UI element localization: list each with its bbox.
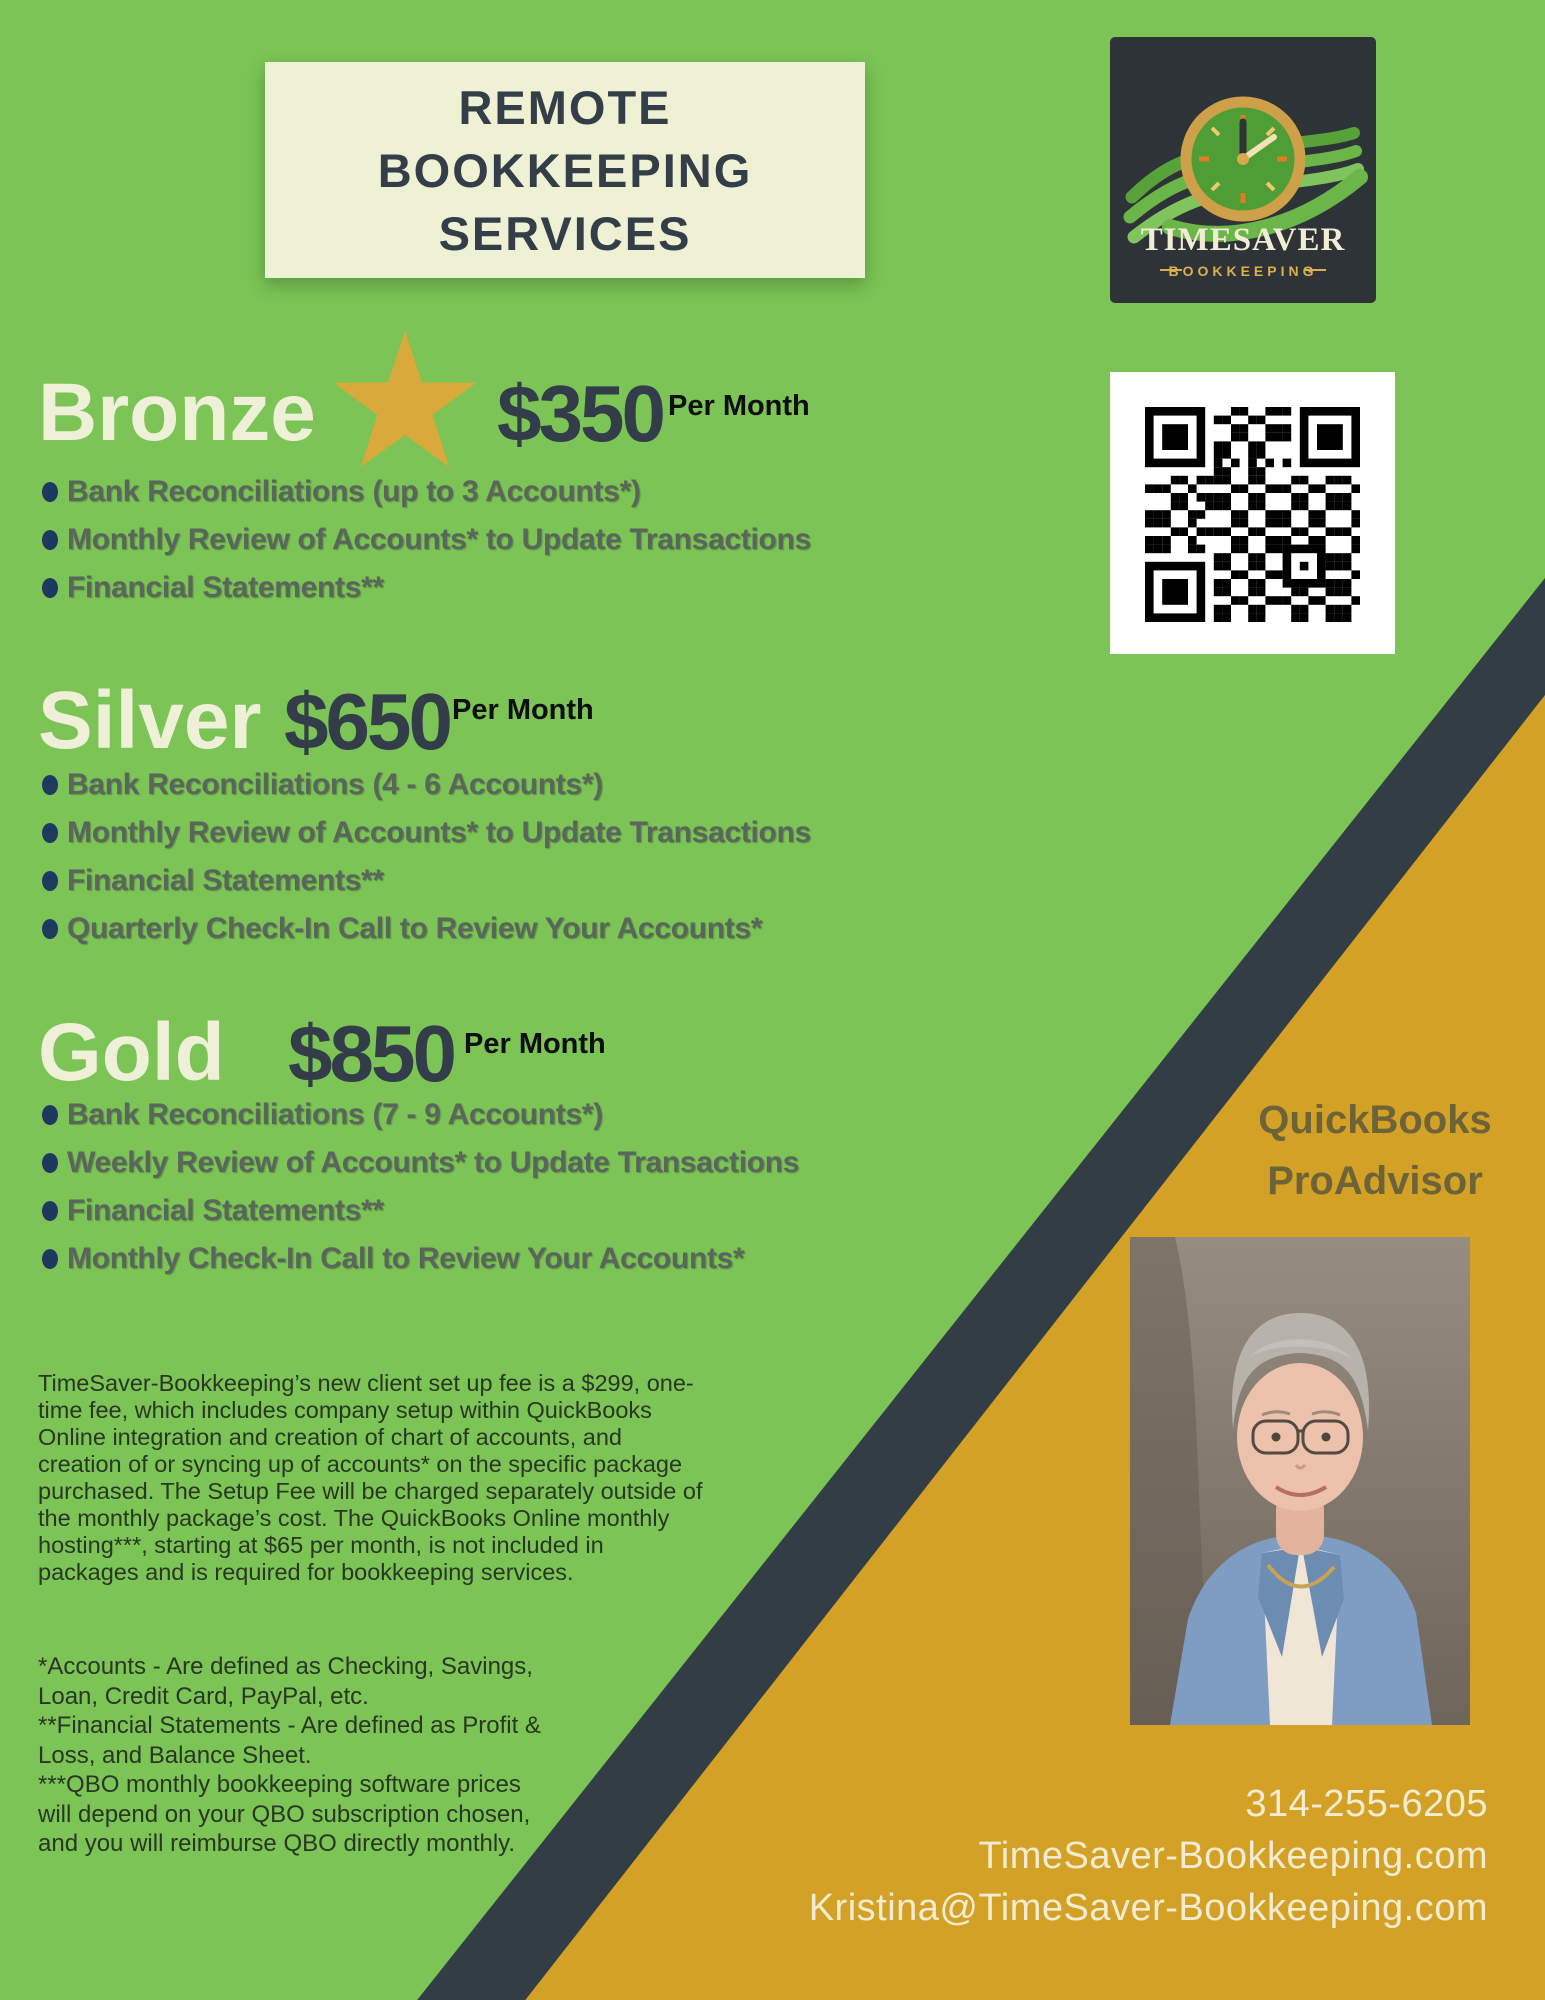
feature-text: Monthly Check-In Call to Review Your Accounts* — [67, 1242, 745, 1275]
feature-item — [42, 1139, 799, 1187]
bullet-icon — [42, 482, 58, 502]
tier-period-bronze: Per Month — [668, 390, 810, 422]
feature-item — [42, 564, 811, 612]
gold-feature-list — [42, 1091, 799, 1283]
setup-line: the monthly package’s cost. The QuickBooks Online monthly — [38, 1505, 670, 1531]
title-line-2: BOOKKEEPING — [377, 143, 753, 197]
proadvisor-badge — [1155, 1090, 1545, 1212]
clock-ribbon-icon — [1110, 37, 1376, 303]
tier-name-bronze: Bronze — [38, 367, 316, 458]
feature-text: Bank Reconciliations (7 - 9 Accounts*) — [67, 1098, 603, 1131]
title-line-1: REMOTE — [458, 80, 672, 134]
feature-item — [42, 905, 811, 953]
setup-line: time fee, which includes company setup within QuickBooks — [38, 1397, 652, 1423]
footnote-line: *Accounts - Are defined as Checking, Savings, — [38, 1653, 533, 1680]
footnote-line: ***QBO monthly bookkeeping software prices — [38, 1771, 521, 1798]
footnotes — [38, 1652, 541, 1859]
title-line-3: SERVICES — [438, 206, 692, 260]
company-logo — [1110, 37, 1376, 303]
qr-pattern — [1110, 372, 1395, 654]
bullet-icon — [42, 919, 58, 939]
tier-period-gold: Per Month — [464, 1028, 606, 1060]
bullet-icon — [42, 1249, 58, 1269]
feature-text: Financial Statements** — [67, 864, 384, 897]
bullet-icon — [42, 1105, 58, 1125]
feature-item — [42, 516, 811, 564]
tier-name-gold: Gold — [38, 1007, 225, 1098]
phone-number: 314-255-6205 — [1245, 1783, 1488, 1825]
feature-text: Weekly Review of Accounts* to Update Transactions — [67, 1146, 800, 1179]
bronze-feature-list — [42, 468, 811, 612]
setup-line: Online integration and creation of chart of accounts, and — [38, 1424, 622, 1450]
page-title — [265, 62, 865, 278]
feature-item — [42, 1187, 799, 1235]
logo-sub-text: BOOKKEEPING — [1168, 263, 1318, 279]
tier-period-silver: Per Month — [452, 694, 594, 726]
bullet-icon — [42, 823, 58, 843]
feature-text: Bank Reconciliations (4 - 6 Accounts*) — [67, 768, 603, 801]
setup-fee-note — [38, 1370, 703, 1586]
feature-item — [42, 1235, 799, 1283]
tier-name-silver: Silver — [38, 675, 262, 766]
tier-price-gold: $850 — [288, 1009, 454, 1098]
feature-text: Monthly Review of Accounts* to Update Transactions — [67, 816, 811, 849]
tier-price-bronze: $350 — [497, 369, 663, 458]
feature-item — [42, 761, 811, 809]
website-url: TimeSaver-Bookkeeping.com — [978, 1835, 1488, 1877]
email-address: Kristina@TimeSaver-Bookkeeping.com — [808, 1887, 1488, 1929]
footnote-line: **Financial Statements - Are defined as Profit & — [38, 1712, 541, 1739]
portrait-photo — [1130, 1237, 1470, 1725]
bullet-icon — [42, 871, 58, 891]
silver-feature-list — [42, 761, 811, 953]
bullet-icon — [42, 1153, 58, 1173]
feature-item — [42, 1091, 799, 1139]
bullet-icon — [42, 775, 58, 795]
contact-info — [809, 1778, 1488, 1934]
qr-code — [1110, 372, 1395, 654]
feature-text: Bank Reconciliations (up to 3 Accounts*) — [67, 475, 641, 508]
feature-item — [42, 468, 811, 516]
setup-line: purchased. The Setup Fee will be charged separately outside of — [38, 1478, 703, 1504]
footnote-line: and you will reimburse QBO directly monthly. — [38, 1830, 516, 1857]
feature-text: Quarterly Check-In Call to Review Your Accounts* — [67, 912, 763, 945]
feature-text: Financial Statements** — [67, 1194, 384, 1227]
feature-item — [42, 809, 811, 857]
bullet-icon — [42, 578, 58, 598]
footnote-line: will depend on your QBO subscription chosen, — [38, 1800, 531, 1828]
feature-item — [42, 857, 811, 905]
bullet-icon — [42, 530, 58, 550]
feature-text: Financial Statements** — [67, 571, 384, 604]
logo-brand-text: TIMESAVER — [1140, 222, 1346, 258]
feature-text: Monthly Review of Accounts* to Update Transactions — [67, 523, 811, 556]
footnote-line: Loan, Credit Card, PayPal, etc. — [38, 1682, 369, 1710]
bullet-icon — [42, 1201, 58, 1221]
setup-line: hosting***, starting at $65 per month, is not included in — [38, 1532, 604, 1558]
proadvisor-line-2: ProAdvisor — [1267, 1159, 1483, 1203]
tier-price-silver: $650 — [284, 677, 450, 766]
setup-line: packages and is required for bookkeeping services. — [38, 1559, 574, 1585]
footnote-line: Loss, and Balance Sheet. — [38, 1741, 312, 1769]
setup-line: TimeSaver-Bookkeeping’s new client set up fee is a $299, one- — [38, 1370, 694, 1396]
portrait-illustration — [1130, 1237, 1470, 1725]
proadvisor-line-1: QuickBooks — [1258, 1098, 1492, 1142]
star-icon — [330, 328, 480, 478]
setup-line: creation of or syncing up of accounts* on the specific package — [38, 1451, 683, 1477]
